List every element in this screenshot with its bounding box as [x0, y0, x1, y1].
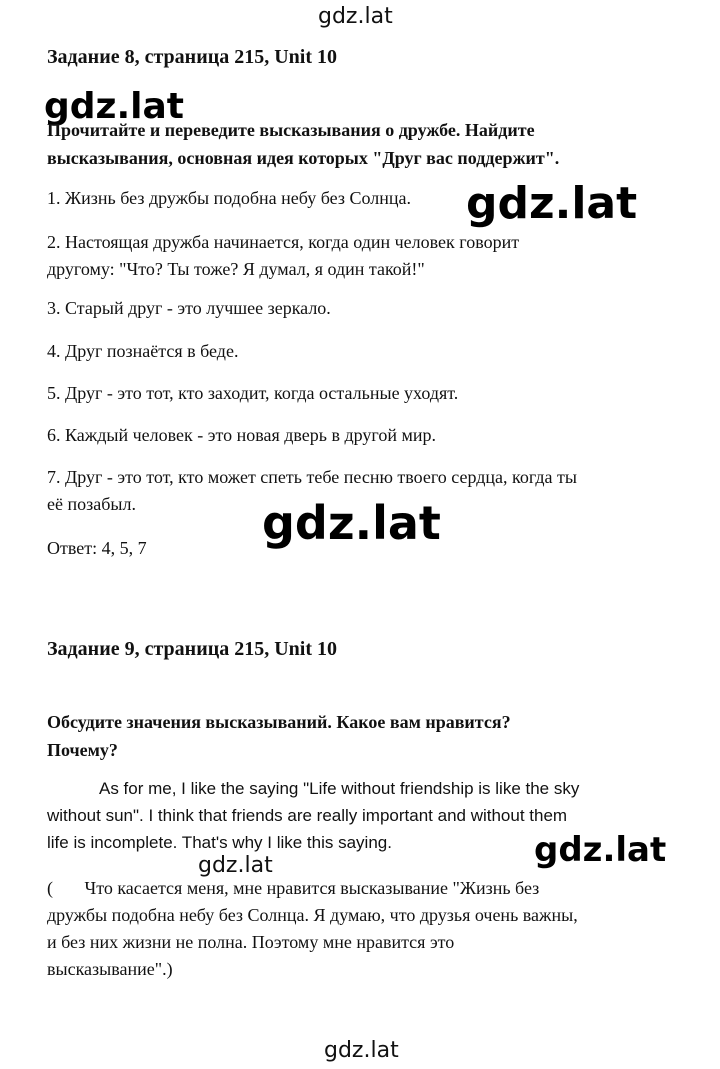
watermark-4: gdz.lat: [534, 830, 667, 870]
watermark-2: gdz.lat: [466, 178, 638, 229]
watermark-top: gdz.lat: [318, 4, 393, 29]
quote-5: 5. Друг - это тот, кто заходит, когда остальные уходят.: [47, 383, 459, 403]
watermark-3: gdz.lat: [262, 496, 441, 550]
english-answer-2: without sun". I think that friends are really important and without them: [47, 806, 568, 825]
english-answer-3: life is incomplete. That's why I like this saying.: [47, 833, 392, 852]
task9-instruction-2: Почему?: [47, 740, 118, 760]
quote-1: 1. Жизнь без дружбы подобна небу без Солнца.: [47, 188, 411, 208]
russian-translation-4: высказывание".): [47, 959, 173, 979]
quote-2-cont: другому: "Что? Ты тоже? Я думал, я один такой!": [47, 259, 425, 279]
watermark-1: gdz.lat: [44, 86, 185, 127]
quote-4: 4. Друг познаётся в беде.: [47, 341, 239, 361]
task9-instruction-1: Обсудите значения высказываний. Какое вам нравится?: [47, 712, 511, 732]
watermark-5: gdz.lat: [198, 853, 273, 878]
task8-title: Задание 8, страница 215, Unit 10: [47, 46, 338, 68]
english-answer-1: As for me, I like the saying "Life without friendship is like the sky: [99, 779, 580, 798]
task8-instruction-2: высказывания, основная идея которых "Друг вас поддержит".: [47, 148, 560, 168]
russian-translation-3: и без них жизни не полна. Поэтому мне нравится это: [47, 932, 455, 952]
russian-translation-1: ( Что касается меня, мне нравится высказывание "Жизнь без: [47, 878, 540, 898]
task9-title: Задание 9, страница 215, Unit 10: [47, 638, 338, 660]
watermark-bottom: gdz.lat: [324, 1038, 399, 1063]
quote-7: 7. Друг - это тот, кто может спеть тебе песню твоего сердца, когда ты: [47, 467, 577, 487]
russian-translation-2: дружбы подобна небу без Солнца. Я думаю, что друзья очень важны,: [47, 905, 578, 925]
quote-6: 6. Каждый человек - это новая дверь в другой мир.: [47, 425, 437, 445]
quote-2: 2. Настоящая дружба начинается, когда один человек говорит: [47, 232, 520, 252]
quote-7-cont: её позабыл.: [47, 494, 136, 514]
quote-3: 3. Старый друг - это лучшее зеркало.: [47, 298, 331, 318]
task8-instruction-1: Прочитайте и переведите высказывания о дружбе. Найдите: [47, 120, 535, 140]
task8-answer: Ответ: 4, 5, 7: [47, 538, 147, 558]
